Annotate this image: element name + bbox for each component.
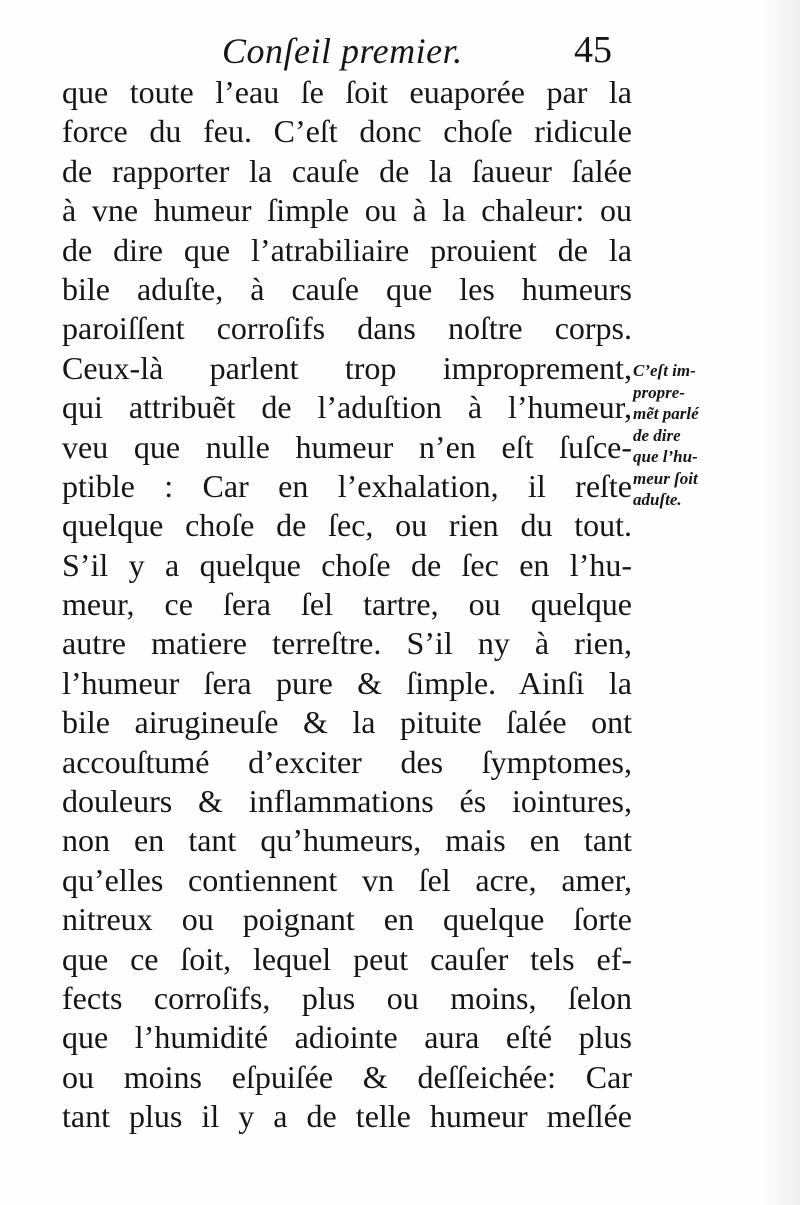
- text-line: que l’humidité adiointe aura eſté plus: [62, 1019, 632, 1056]
- bleed-through-text: [660, 165, 780, 186]
- text-line: de dire que l’atrabiliaire prouient de la: [62, 231, 632, 268]
- text-line: qui attribuẽt de l’aduſtion à l’humeur,: [62, 389, 632, 426]
- body-text: [62, 73, 632, 1137]
- marginal-note-line: que l’hu-: [633, 447, 698, 466]
- text-line: S’il y a quelque choſe de ſec en l’hu-: [62, 546, 632, 583]
- text-line: meur, ce ſera ſel tartre, ou quelque: [62, 586, 632, 623]
- text-line: ptible : Car en l’exhalation, il reſte: [62, 467, 632, 504]
- text-line: bile aduſte, à cauſe que les humeurs: [62, 270, 632, 307]
- text-line: force du feu. C’eſt donc choſe ridicule: [62, 113, 632, 150]
- text-line: veu que nulle humeur n’en eſt ſuſce-: [62, 428, 632, 465]
- text-line: à vne humeur ſimple ou à la chaleur: ou: [62, 192, 632, 229]
- text-line: fects corroſifs, plus ou moins, ſelon: [62, 979, 632, 1016]
- text-line: l’humeur ſera pure & ſimple. Ainſi la: [62, 664, 632, 701]
- page-number: 45: [574, 29, 612, 71]
- text-line: autre matiere terreſtre. S’il ny à rien,: [62, 625, 632, 662]
- text-line: que toute l’eau ſe ſoit euaporée par la: [62, 74, 632, 110]
- text-line: qu’elles contiennent vn ſel acre, amer,: [62, 861, 632, 898]
- text-line: bile airugineuſe & la pituite ſalée ont: [62, 704, 632, 741]
- text-line: quelque choſe de ſec, ou rien du tout.: [62, 507, 632, 544]
- text-line: paroiſſent corroſifs dans noſtre corps.: [62, 310, 632, 347]
- marginal-note-line: propre-: [633, 382, 685, 402]
- text-line: accouſtumé d’exciter des ſymptomes,: [62, 743, 632, 780]
- marginal-note-line: C’eſt im-: [633, 361, 696, 380]
- text-line: Ceux-là parlent trop improprement,: [62, 349, 632, 386]
- text-line: que ce ſoit, lequel peut cauſer tels ef-: [62, 940, 632, 977]
- marginal-note-line: de dire: [633, 425, 681, 445]
- text-line: nitreux ou poignant en quelque ſorte: [62, 901, 632, 938]
- running-title: Conſeil premier.: [222, 31, 463, 71]
- text-line: ou moins eſpuiſée & deſſeichée: Car: [62, 1058, 632, 1095]
- marginal-note-line: meur ſoit: [633, 468, 698, 488]
- text-line: non en tant qu’humeurs, mais en tant: [62, 822, 632, 859]
- text-line: de rapporter la cauſe de la ſaueur ſalée: [62, 152, 632, 189]
- marginal-note-line: mẽt parlé: [633, 404, 699, 423]
- text-line: douleurs & inflammations és iointures,: [62, 783, 632, 820]
- marginal-note: [633, 360, 763, 511]
- text-line: tant plus il y a de telle humeur meſlée: [62, 1098, 632, 1135]
- marginal-note-line: aduſte.: [633, 490, 682, 509]
